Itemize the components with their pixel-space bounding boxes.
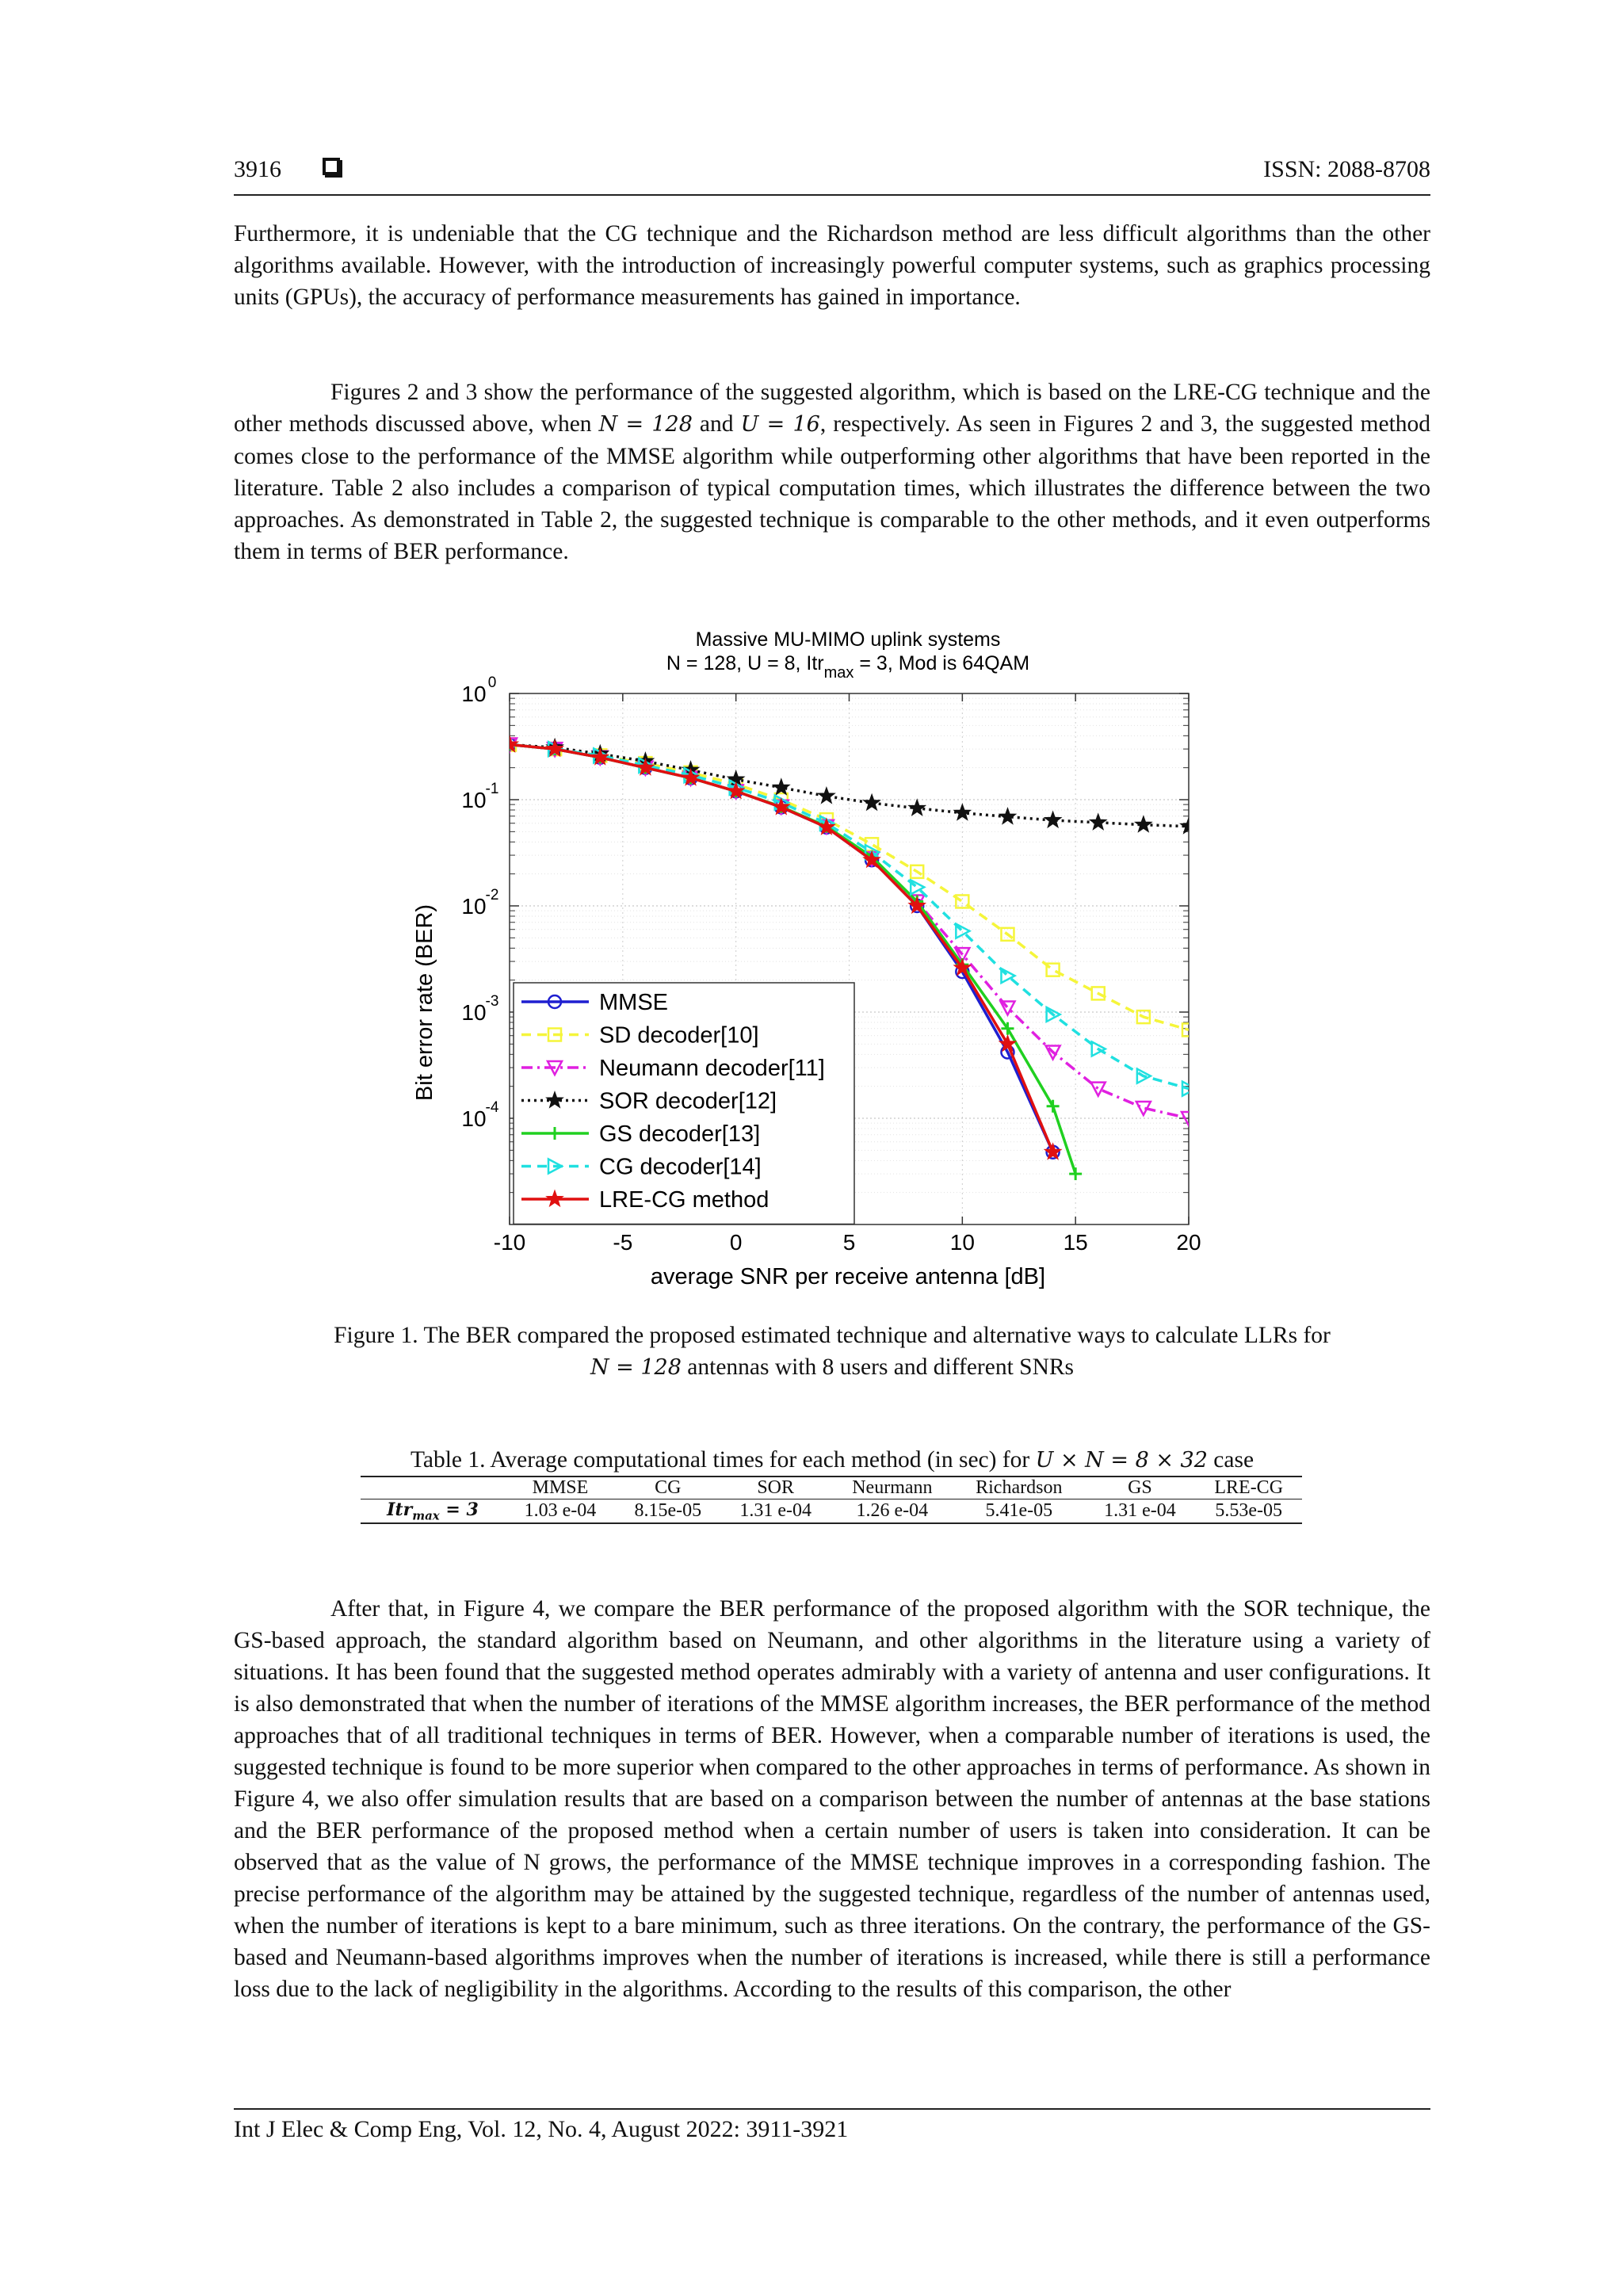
table-header-cell: GS (1128, 1477, 1152, 1498)
y-tick-exponent: 0 (487, 674, 497, 691)
x-tick-label: 0 (729, 1230, 743, 1255)
math-n: N = 128 (598, 412, 693, 437)
paragraph-2-part3: , respectively. As seen in Figures 2 and 3, the suggested method comes close to the performance of the MMSE algorithm while outperforming other algorithms that have been reported in the literature. Table 2 also includes a comparison of typical computation times, which illustrates the difference between the two approaches. As demonstrated in Table 2, the suggested technique is comparable to the other methods, and it even outperforms them in terms of BER performance. (234, 411, 1431, 564)
chart-legend (514, 983, 854, 1224)
table-header-cell: Neurmann (852, 1477, 933, 1498)
y-tick-label: 10 (461, 788, 487, 812)
figure-caption (234, 1320, 1430, 1384)
table-row (361, 1499, 1302, 1523)
table-header-cell: CG (655, 1477, 682, 1498)
y-tick-label: 10 (461, 682, 487, 706)
checkbox-square-icon (323, 158, 340, 175)
table-caption: Table 1. Average computational times for each method (in sec) for U × N = 8 × 32 case (410, 1447, 1254, 1473)
ber-chart (396, 622, 1236, 1296)
table-cell: 5.53e-05 (1215, 1500, 1283, 1522)
x-tick-label: -10 (493, 1230, 526, 1255)
computation-times-table (361, 1477, 1302, 1522)
y-axis-label: Bit error rate (BER) (412, 904, 437, 1102)
legend-label: MMSE (599, 990, 668, 1015)
table-header-cell: LRE-CG (1214, 1477, 1284, 1498)
y-tick-exponent: -3 (485, 993, 499, 1010)
x-tick-label: 15 (1063, 1230, 1088, 1255)
table-header-cell: SOR (757, 1477, 795, 1498)
legend-label: Neumann decoder[11] (599, 1056, 825, 1081)
y-tick-exponent: -1 (485, 781, 499, 797)
chart-subtitle: N = 128, U = 8, Itr$_{max}$ = 3, Mod is 64QAM (666, 652, 1030, 682)
paragraph-1: Furthermore, it is undeniable that the CG technique and the Richardson method are less difficult algorithms than the other algorithms available. However, with the introduction of increasingly powerful computer systems, such as graphics processing units (GPUs), the accuracy of performance measurements has gained in importance. (234, 221, 1430, 310)
figure-caption-line1: Figure 1. The BER compared the proposed estimated technique and alternative ways to calculate LLRs for (334, 1323, 1331, 1348)
table-cell: 1.26 e-04 (856, 1500, 929, 1522)
paragraph-3 (234, 1593, 1430, 2005)
y-tick-label: 10 (461, 1000, 487, 1025)
chart-title: Massive MU-MIMO uplink systems (695, 628, 1001, 651)
row-label: Itr$_{max}$ = 3 (387, 1499, 479, 1523)
y-tick-exponent: -4 (485, 1099, 499, 1116)
page-header (234, 155, 1430, 196)
y-tick-exponent: -2 (485, 887, 499, 904)
x-tick-label: 5 (842, 1230, 856, 1255)
table-cell: 8.15e-05 (634, 1500, 702, 1522)
y-tick-label: 10 (461, 894, 487, 919)
y-tick-label: 10 (461, 1106, 487, 1131)
x-tick-label: -5 (613, 1230, 633, 1255)
legend-label: CG decoder[14] (599, 1154, 762, 1180)
x-tick-label: 10 (949, 1230, 975, 1255)
table-cell: 5.41e-05 (985, 1500, 1053, 1522)
paragraph-2-part1: Figures 2 and 3 show the performance of the suggested algorithm, which is based on the LRE-CG technique and the other methods discussed above, when (234, 380, 1430, 437)
issn: ISSN: 2088-8708 (1263, 156, 1430, 182)
x-tick-label: 20 (1176, 1230, 1201, 1255)
table-cell: 1.31 e-04 (739, 1500, 812, 1522)
figure-caption-line2: N = 128 antennas with 8 users and different SNRs (590, 1354, 1075, 1380)
paragraph-2 (234, 376, 1430, 567)
page-footer: Int J Elec & Comp Eng, Vol. 12, No. 4, August 2022: 3911-3921 (234, 2108, 1430, 2143)
page-number: 3916 (234, 156, 281, 182)
table-header-row (361, 1477, 1302, 1499)
paragraph-3-text: After that, in Figure 4, we compare the BER performance of the proposed algorithm with the SOR technique, the GS-based approach, the standard algorithm based on Neumann, and other algorithms in the literature using a variety of situations. It has been found that the suggested method operates admirably with a variety of antenna and user configurations. It is also demonstrated that when the number of iterations of the MMSE algorithm increases, the BER performance of the method approaches that of all traditional techniques in terms of BER. However, when a comparable number of iterations is used, the suggested technique is found to be more superior when compared to the other approaches in terms of performance. As shown in Figure 4, we also offer simulation results that are based on a comparison between the number of antennas at the base stations and the BER performance of the proposed method when a certain number of users is taken into consideration. It can be observed that as the value of N grows, the performance of the MMSE technique improves in a corresponding fashion. The precise performance of the algorithm may be attained by the suggested technique, regardless of the number of antennas used, when the number of iterations is kept to a bare minimum, such as three iterations. On the contrary, the performance of the GS-based and Neumann-based algorithms improves when the number of iterations is increased, while there is still a performance loss due to the lack of negligibility in the algorithms. According to the results of this comparison, the other (234, 1596, 1430, 2002)
table-1 (361, 1476, 1302, 1524)
table-cell: 1.03 e-04 (524, 1500, 597, 1522)
legend-label: SOR decoder[12] (599, 1088, 777, 1114)
math-u: U = 16 (740, 412, 820, 437)
table-cell: 1.31 e-04 (1104, 1500, 1176, 1522)
legend-label: SD decoder[10] (599, 1022, 759, 1049)
legend-label: LRE-CG method (599, 1187, 769, 1213)
paragraph-2-part2: and (692, 411, 741, 437)
x-axis-label: average SNR per receive antenna [dB] (650, 1264, 1046, 1289)
table-header-cell: MMSE (532, 1477, 589, 1498)
legend-label: GS decoder[13] (599, 1121, 761, 1147)
table-header-cell: Richardson (976, 1477, 1063, 1498)
